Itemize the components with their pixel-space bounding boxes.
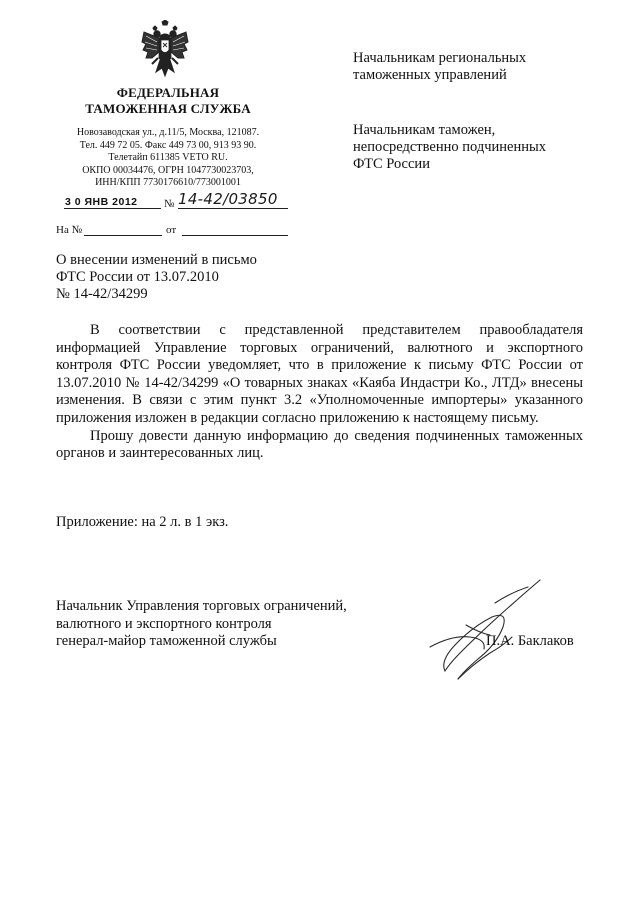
reference-date-label: от <box>166 224 177 236</box>
handwritten-signature-icon <box>400 575 560 685</box>
subject-line: ФТС России от 13.07.2010 <box>56 269 219 285</box>
signer-position <box>56 598 347 651</box>
addressee-line: непосредственно подчиненных <box>353 139 546 155</box>
org-teletype: Телетайп 611385 VETO RU. <box>108 152 228 163</box>
addressee-customs-offices <box>353 122 603 173</box>
signer-position-line: генерал-майор таможенной службы <box>56 633 277 650</box>
org-inn-kpp: ИНН/КПП 7730176610/773001001 <box>95 177 241 188</box>
letter-body <box>56 322 583 463</box>
organization-name <box>68 85 268 117</box>
reference-number-label: На № <box>56 224 83 236</box>
letter-subject <box>56 252 257 303</box>
addressee-line: Начальникам региональных <box>353 50 527 66</box>
addressee-line: таможенных управлений <box>353 67 507 83</box>
registration-number-label: № <box>164 198 175 210</box>
org-name-line2: ТАМОЖЕННАЯ СЛУЖБА <box>85 101 251 116</box>
body-paragraph-2: Прошу довести данную информацию до сведения подчиненных таможенных органов и заинтересованных лиц. <box>56 427 583 462</box>
reference-date-blank <box>182 235 288 236</box>
double-headed-eagle-emblem-icon <box>140 20 190 80</box>
addressee-regional-departments <box>353 50 603 84</box>
org-address: Новозаводская ул., д.11/5, Москва, 121087. <box>76 127 260 138</box>
addressee-line: ФТС России <box>353 156 430 172</box>
subject-line: О внесении изменений в письмо <box>56 252 257 268</box>
signer-position-line: Начальник Управления торговых ограничений, <box>56 598 347 614</box>
registration-date: 3 0 ЯНВ 2012 <box>64 196 161 209</box>
signer-position-line: валютного и экспортного контроля <box>56 615 272 632</box>
org-name-line1: ФЕДЕРАЛЬНАЯ <box>116 85 220 100</box>
addressee-line: Начальникам таможен, <box>353 122 496 138</box>
subject-line: № 14-42/34299 <box>56 286 148 302</box>
org-phone-fax: Тел. 449 72 05. Факс 449 73 00, 913 93 90. <box>79 139 257 151</box>
org-okpo-ogrn: ОКПО 00034476, ОГРН 1047730023703, <box>82 164 254 176</box>
reference-number-blank <box>84 235 162 236</box>
signer-name: П.А. Баклаков <box>486 633 574 649</box>
attachment-note: Приложение: на 2 л. в 1 экз. <box>56 514 229 530</box>
registration-number: 14-42/03850 <box>178 190 288 209</box>
organization-contacts <box>48 127 288 190</box>
body-paragraph-1: В соответствии с представленной представителем правообладателя информацией Управление торговых ограничений, валютного и экспортного контроля ФТС России уведомляет, что в приложение к письму ФТС России от 13.07.2010 № 14-42/34299 «О товарных знаках «Каяба Индастри Ко., ЛТД» внесены изменения. В связи с этим пункт 3.2 «Уполномоченные импортеры» указанного приложения изложен в редакции согласно приложению к настоящему письму. <box>56 322 583 426</box>
